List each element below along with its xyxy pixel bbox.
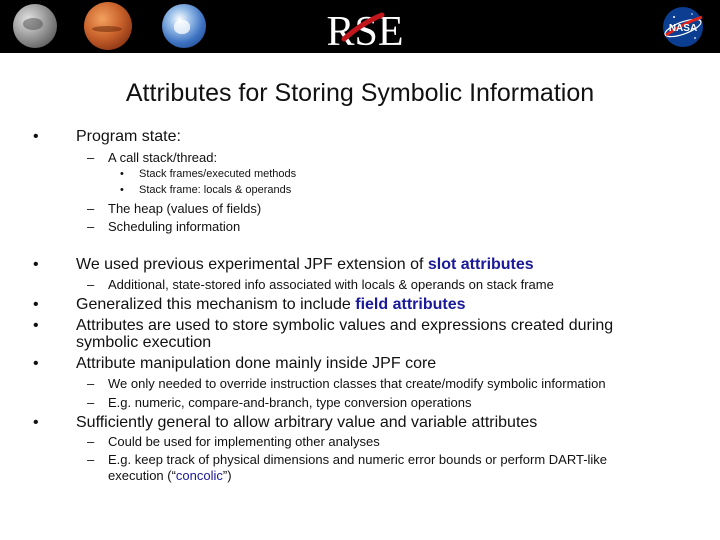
sub-other-analyses: Could be used for implementing other analyses <box>108 434 380 449</box>
dash-marker: – <box>87 452 95 467</box>
bullet-marker: • <box>33 317 39 334</box>
dash-marker: – <box>87 434 95 449</box>
bullet-marker: • <box>33 414 39 431</box>
text-segment: We used previous experimental JPF extension of <box>76 256 428 273</box>
header-banner <box>0 0 720 53</box>
sub-override-instructions: We only needed to override instruction classes that create/modify symbolic information <box>108 376 606 391</box>
highlight-concolic: concolic <box>175 468 223 483</box>
bullet-attribute-manipulation: Attribute manipulation done mainly inside JPF core <box>76 355 437 372</box>
sub-scheduling: Scheduling information <box>108 219 241 234</box>
earth-icon <box>162 4 206 48</box>
sub-heap: The heap (values of fields) <box>108 201 262 216</box>
bullet-program-state: Program state: <box>76 128 181 145</box>
highlight-field-attributes: field attributes <box>355 296 466 313</box>
text-segment: Generalized this mechanism to include <box>76 296 356 313</box>
highlight-slot-attributes: slot attributes <box>427 256 534 273</box>
bullet-store-symbolic-line2: symbolic execution <box>76 334 212 351</box>
mars-icon <box>84 2 132 50</box>
rse-logo <box>320 5 410 51</box>
dash-marker: – <box>87 201 95 216</box>
dash-marker: – <box>87 395 95 410</box>
nasa-logo-text: NASA <box>668 23 698 34</box>
subsub-stack-frame-locals: Stack frame: locals & operands <box>139 184 292 196</box>
bullet-slot-attributes <box>76 256 534 274</box>
bullet-store-symbolic-line1: Attributes are used to store symbolic values and expressions created during <box>76 317 614 334</box>
sub-additional-info: Additional, state-stored info associated with locals & operands on stack frame <box>108 277 554 292</box>
subsub-stack-frames: Stack frames/executed methods <box>139 168 297 180</box>
bullet-marker: • <box>33 256 39 273</box>
dash-marker: – <box>87 219 95 234</box>
sub-call-stack: A call stack/thread: <box>108 150 218 165</box>
text-segment: execution (“ <box>108 468 176 483</box>
rse-logo-text: RSE <box>326 9 404 51</box>
nasa-meatball-icon <box>660 5 706 49</box>
text-segment: ”) <box>222 468 232 483</box>
bullet-marker: • <box>120 168 124 180</box>
dash-marker: – <box>87 376 95 391</box>
bullet-sufficiently-general: Sufficiently general to allow arbitrary value and variable attributes <box>76 414 538 431</box>
sub-numeric-operations: E.g. numeric, compare-and-branch, type conversion operations <box>108 395 472 410</box>
dash-marker: – <box>87 150 95 165</box>
sub-physical-dimensions-line1: E.g. keep track of physical dimensions and numeric error bounds or perform DART-like <box>108 452 608 467</box>
slide-title: Attributes for Storing Symbolic Information <box>125 79 595 107</box>
moon-icon <box>13 4 57 48</box>
bullet-field-attributes <box>76 296 465 314</box>
bullet-marker: • <box>33 296 39 313</box>
bullet-marker: • <box>120 184 124 196</box>
dash-marker: – <box>87 277 95 292</box>
bullet-marker: • <box>33 128 39 145</box>
sub-physical-dimensions-line2 <box>108 468 232 483</box>
bullet-marker: • <box>33 355 39 372</box>
